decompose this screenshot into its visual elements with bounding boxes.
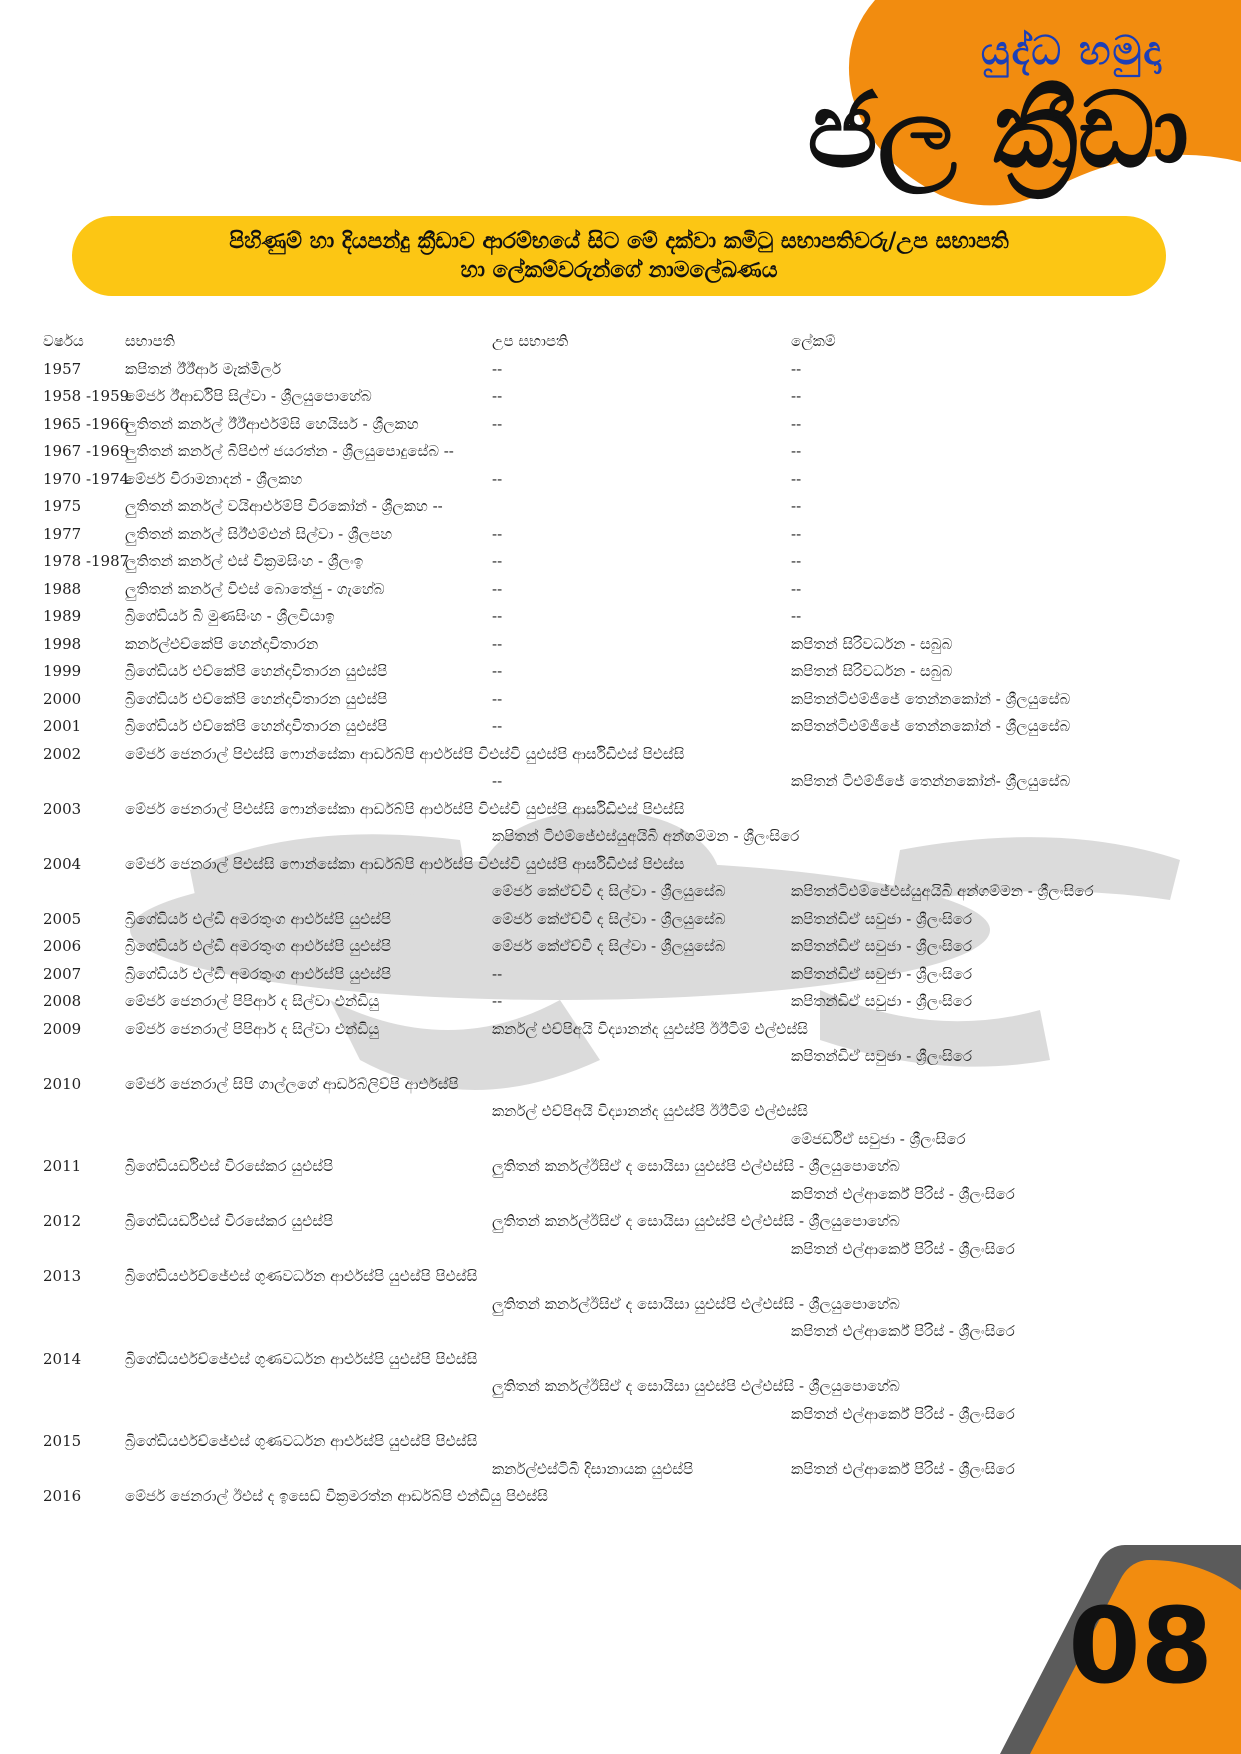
year-cell: 1988 <box>43 579 82 598</box>
table-row <box>43 1126 1193 1154</box>
secretary-cell: කපිතන් එල්ආර්කේ පිරිස් - ශ්‍රීලංසිරෙ <box>791 1459 1015 1478</box>
vice-president-cell: -- <box>492 964 503 983</box>
year-cell: 1965 -1966 <box>43 414 130 433</box>
secretary-cell: කපිතන්ඩිඒ සවුජා - ශ්‍රීලංසිරෙ <box>791 1047 973 1065</box>
year-cell: 2005 <box>43 909 82 928</box>
president-cell: බ්‍රිගේඩියර් එච්කේපි හෙන්දාවිතාරන යුඑස්පි <box>125 662 388 680</box>
year-cell: 2015 <box>43 1432 82 1450</box>
year-cell: 2004 <box>43 854 82 873</box>
year-cell: 1978 -1987 <box>43 552 130 570</box>
vice-president-cell: -- <box>492 552 503 570</box>
president-cell: බ්‍රිගේඩියර්එච්ජේඑස් ගුණවර්ධන ආර්එස්පි යුඑස්පි පිඑස්සි <box>125 1349 478 1368</box>
president-cell: මේජර් ජෙනරාල් පිපිආර් ද සිල්වා එන්ඩියු <box>125 992 380 1010</box>
president-cell: කර්නල්එච්කේපි හෙන්දාවිතාරන <box>125 634 319 653</box>
table-row <box>43 1236 1193 1264</box>
year-cell: 1999 <box>43 662 82 680</box>
president-cell: බ්‍රිගේඩියර් එල්ඩී අමරතුංග ආර්එස්පි යුඑස්පි <box>125 909 392 928</box>
secretary-cell: කපිතන්ටිඑම්ජේඑස්යුඅයිබි අන්ගම්මන - ශ්‍රීලංසිරෙ <box>791 882 1094 900</box>
secretary-cell: කපිතන් සිරිවර්ධන - සබුබ <box>791 662 953 680</box>
president-cell: මේජර් ජෙනරාල් පිපිආර් ද සිල්වා එන්ඩියු <box>125 1019 380 1038</box>
president-cell: බ්‍රිගේඩියර් එච්කේපි හෙන්දාවිතාරන යුඑස්පි <box>125 717 388 735</box>
year-cell: 2000 <box>43 689 82 708</box>
president-cell: ලුතිතන් කර්නල් වයිආර්එම්පි විරකෝන් - ශ්‍රීලකහ -- <box>125 497 443 515</box>
president-cell: මේජර් ඊ්ආර්ඩිපි සිල්වා - ශ්‍රීලයුපොහේබ <box>125 387 372 405</box>
year-cell: 2013 <box>43 1267 82 1285</box>
vice-president-cell: -- <box>492 607 503 625</box>
year-cell: 1977 <box>43 524 82 543</box>
secretary-cell: කපිතන්ඩිඒ සවුජා - ශ්‍රීලංසිරෙ <box>791 937 973 955</box>
secretary-cell: -- <box>791 359 802 378</box>
president-cell: ලුතිතන් කර්නල් විඑස් බොතේජු - ගැහේබ <box>125 579 385 598</box>
president-cell: මේජර් ජෙනරාල් සිපි ගාල්ලගේ ආර්ඩබ්ලිව්පි ආර්එස්පි <box>125 1074 459 1093</box>
table-row <box>43 631 1193 659</box>
year-cell: 1998 <box>43 634 82 653</box>
vice-president-cell: -- <box>492 414 503 433</box>
vice-president-cell: ලුතිතන් කර්නල්ඊසිඒ ද සොයිසා යුඑස්පි එල්එස්සි - ශ්‍රීලයුපොහේබ <box>492 1212 900 1230</box>
year-cell: 2009 <box>43 1019 82 1038</box>
year-cell: 1989 <box>43 607 82 625</box>
secretary-cell: කපිතන් ටිඑම්ජීජේ තෙන්නකෝන්- ශ්‍රීලයුසේබ <box>791 772 1071 790</box>
column-header-president: සභාපති <box>125 332 175 350</box>
secretary-cell: කපිතන් එල්ආර්කේ පිරිස් - ශ්‍රීලංසිරෙ <box>791 1322 1015 1340</box>
vice-president-cell: මේජර් කේඒච්වී ද සිල්වා - ශ්‍රීලයුසේබ <box>492 909 726 928</box>
table-row <box>43 851 1193 879</box>
table-row <box>43 686 1193 714</box>
president-cell: බ්‍රිගේඩියර් එච්කේපි හෙන්දාවිතාරන යුඑස්පි <box>125 689 388 708</box>
table-row <box>43 438 1193 466</box>
vice-president-cell: -- <box>492 717 503 735</box>
vice-president-cell: -- <box>492 772 503 790</box>
secretary-cell: -- <box>791 552 802 570</box>
table-row <box>43 988 1193 1016</box>
table-row <box>43 796 1193 824</box>
year-cell: 2016 <box>43 1487 82 1505</box>
vice-president-cell: -- <box>492 359 503 378</box>
table-body <box>43 356 1193 1511</box>
secretary-cell: කපිතන් සිරිවර්ධන - සබුබ <box>791 634 953 653</box>
secretary-cell: -- <box>791 607 802 625</box>
table-row <box>43 961 1193 989</box>
table-row <box>43 576 1193 604</box>
president-cell: ලුතිතන් කර්නල් බිපිඑෆ් ජයරත්න - ශ්‍රීලයුපොදුසේබ -- <box>125 442 454 460</box>
year-cell: 2014 <box>43 1349 82 1368</box>
banner-line-1: පිහිණුම් හා දියපන්දු ක්‍රීඩාව ආරම්භයේ සිට මේ දක්වා කමිටු සභාපතිවරු/උප සභාපති <box>229 229 1009 254</box>
vice-president-cell: -- <box>492 524 503 543</box>
brand-title: ජල ක්‍රීඩා <box>807 69 1189 191</box>
table-row <box>43 466 1193 494</box>
secretary-cell: -- <box>791 469 802 488</box>
brand-subtitle: යුද්ධ හමුදා <box>980 28 1163 74</box>
secretary-cell: -- <box>791 442 802 460</box>
table-row <box>43 713 1193 741</box>
year-cell: 2012 <box>43 1212 82 1230</box>
table-row <box>43 1043 1193 1071</box>
vice-president-cell: ලුතිතන් කර්නල්ඊසිඒ ද සොයිසා යුඑස්පි එල්එස්සි - ශ්‍රීලයුපොහේබ <box>492 1157 900 1175</box>
secretary-cell: -- <box>791 524 802 543</box>
table-row <box>43 1263 1193 1291</box>
year-cell: 2003 <box>43 799 82 818</box>
column-header-vice-president: උප සභාපති <box>492 332 569 350</box>
president-cell: බ්‍රිගේඩියර් එල්ඩී අමරතුංග ආර්එස්පි යුඑස්පි <box>125 937 392 955</box>
table-row <box>43 1098 1193 1126</box>
secretary-cell: කපිතන්ටිඑම්ජීජේ තෙන්නකෝන් - ශ්‍රීලයුසේබ <box>791 717 1071 735</box>
table-row <box>43 603 1193 631</box>
table-row <box>43 1456 1193 1484</box>
president-cell: මේජර් ජෙනරාල් පිඑස්සි ෆොන්සේකා ආර්ඩබ්පි ආර්එස්පි විඑස්වි යුඑස්පි ආර්සිඩිඑස් පිඑස්සි <box>125 799 685 818</box>
president-cell: බ්‍රිගේඩියර්ඩිඑස් විරසේකර යුඑස්පි <box>125 1212 334 1230</box>
vice-president-cell: මේජර් කේඒච්වී ද සිල්වා - ශ්‍රීලයුසේබ <box>492 882 726 900</box>
year-cell: 1975 <box>43 497 82 515</box>
secretary-cell: -- <box>791 387 802 405</box>
title-banner <box>72 216 1166 296</box>
president-cell: බ්‍රිගේඩියර්එච්ජේඑස් ගුණවර්ධන ආර්එස්පි යුඑස්පි පිඑස්සි <box>125 1432 478 1450</box>
table-row <box>43 658 1193 686</box>
year-cell: 2010 <box>43 1074 82 1093</box>
table-row <box>43 768 1193 796</box>
president-cell: ලුතිතන් කර්නල් ඊ්ඊ්ආර්එම්සි හෙයිසර් - ශ්‍රීලකහ <box>125 414 419 433</box>
year-cell: 2006 <box>43 937 82 955</box>
year-cell: 2008 <box>43 992 82 1010</box>
year-cell: 1967 -1969 <box>43 442 130 460</box>
vice-president-cell: -- <box>492 469 503 488</box>
table-row <box>43 1428 1193 1456</box>
table-row <box>43 741 1193 769</box>
secretary-cell: කපිතන්ටිඑම්ජීජේ තෙන්නකෝන් - ශ්‍රීලයුසේබ <box>791 689 1071 708</box>
table-row <box>43 1483 1193 1511</box>
table-row <box>43 878 1193 906</box>
table-row <box>43 1346 1193 1374</box>
president-cell: මේජර් ජෙනරාල් පිඑස්සි ෆොන්සේකා ආර්ඩබ්පි ආර්එස්පි විඑස්වි යුඑස්පි ආර්සිඩිඑස් පිඑස්ස <box>125 854 685 873</box>
secretary-cell: කපිතන් එල්ආර්කේ පිරිස් - ශ්‍රීලංසිරෙ <box>791 1404 1015 1423</box>
vice-president-cell: -- <box>492 634 503 653</box>
vice-president-cell: කර්නල් එච්පිඅයි විද්‍යානන්ද යුඑස්පි ඊඊ්ටිම් එල්එස්සි <box>492 1019 808 1038</box>
secretary-cell: කපිතන්ඩිඒ සවුජා - ශ්‍රීලංසිරෙ <box>791 909 973 928</box>
table-row <box>43 356 1193 384</box>
vice-president-cell: කපිතන් ටිඑම්ජේඑස්යුඅයිබි අන්ගම්මන - ශ්‍රීලංසිරෙ <box>492 827 800 845</box>
table-row <box>43 1318 1193 1346</box>
secretary-cell: මේජර්ඩිඒ සවුජා - ශ්‍රීලංසිරෙ <box>791 1129 966 1148</box>
table-row <box>43 1373 1193 1401</box>
vice-president-cell: -- <box>492 387 503 405</box>
president-cell: මේජර් විරාමනාදන් - ශ්‍රීලකහ <box>125 469 303 488</box>
table-row <box>43 933 1193 961</box>
year-cell: 2002 <box>43 744 82 763</box>
year-cell: 1970 -1974 <box>43 469 130 488</box>
president-cell: කපිතන් ඊ්ඊ්ආර් මැක්මිලර් <box>125 359 282 378</box>
table-row <box>43 823 1193 851</box>
year-cell: 2007 <box>43 964 82 983</box>
vice-president-cell: ලුතිතන් කර්නල්ඊසිඒ ද සොයිසා යුඑස්පි එල්එස්සි - ශ්‍රීලයුපොහේබ <box>492 1294 900 1313</box>
vice-president-cell: ලුතිතන් කර්නල්ඊසිඒ ද සොයිසා යුඑස්පි එල්එස්සි - ශ්‍රීලයුපොහේබ <box>492 1377 900 1395</box>
secretary-cell: -- <box>791 579 802 598</box>
table-row <box>43 1016 1193 1044</box>
president-cell: බ්‍රිගේඩියර්එච්ජේඑස් ගුණවර්ධන ආර්එස්පි යුඑස්පි පිඑස්සි <box>125 1267 478 1285</box>
year-cell: 2001 <box>43 717 82 735</box>
vice-president-cell: කර්නල්එස්ටිබි දිසානායක යුඑස්පි <box>492 1459 694 1478</box>
table-row <box>43 1153 1193 1181</box>
table-row <box>43 1181 1193 1209</box>
president-cell: බ්‍රිගේඩියර් එල්ඩී අමරතුංග ආර්එස්පි යුඑස්පි <box>125 964 392 983</box>
table-row <box>43 521 1193 549</box>
president-cell: බ්‍රිගේඩියර් බි මුණසිංහ - ශ්‍රීලවියාඉ <box>125 607 335 625</box>
year-cell: 1957 <box>43 359 82 378</box>
table-row <box>43 1208 1193 1236</box>
page-number: 08 <box>1068 1585 1213 1707</box>
officers-table <box>43 328 1193 1511</box>
vice-president-cell: -- <box>492 689 503 708</box>
president-cell: බ්‍රිගේඩියර්ඩිඑස් විරසේකර යුඑස්පි <box>125 1157 334 1175</box>
vice-president-cell: -- <box>492 662 503 680</box>
president-cell: ලුතිතන් කර්නල් සිඊ්එම්එන් සිල්වා - ශ්‍රීලපහ <box>125 524 393 543</box>
secretary-cell: කපිතන්ඩිඒ සවුජා - ශ්‍රීලංසිරෙ <box>791 964 973 983</box>
table-row <box>43 1291 1193 1319</box>
table-header <box>43 328 1193 356</box>
year-cell: 2011 <box>43 1157 82 1175</box>
vice-president-cell: -- <box>492 579 503 598</box>
year-cell: 1958 -1959 <box>43 387 130 405</box>
table-row <box>43 411 1193 439</box>
column-header-secretary: ලේකම් <box>791 332 836 350</box>
vice-president-cell: -- <box>492 992 503 1010</box>
table-row <box>43 1071 1193 1099</box>
table-row <box>43 906 1193 934</box>
president-cell: මේජර් ජෙනරාල් ඊඑස් ද ඉසෙඩ් වික්‍රමරත්න ආර්ඩබ්පි එන්ඩියු පිඑස්සි <box>125 1487 548 1505</box>
secretary-cell: -- <box>791 414 802 433</box>
vice-president-cell: මේජර් කේඒච්වී ද සිල්වා - ශ්‍රීලයුසේබ <box>492 937 726 955</box>
secretary-cell: කපිතන්ඩිඒ සවුජා - ශ්‍රීලංසිරෙ <box>791 992 973 1010</box>
column-header-year: වර්ෂය <box>43 332 84 350</box>
table-row <box>43 548 1193 576</box>
table-row <box>43 383 1193 411</box>
banner-line-2: හා ලේකම්වරුන්ගේ නාමලේඛණය <box>460 258 778 283</box>
secretary-cell: කපිතන් එල්ආර්කේ පිරිස් - ශ්‍රීලංසිරෙ <box>791 1184 1015 1203</box>
secretary-cell: කපිතන් එල්ආර්කේ පිරිස් - ශ්‍රීලංසිරෙ <box>791 1239 1015 1258</box>
president-cell: මේජර් ජෙනරාල් පිඑස්සි ෆොන්සේකා ආර්ඩබ්පි ආර්එස්පි විඑස්වි යුඑස්පි ආර්සිඩිඑස් පිඑස්සි <box>125 744 685 763</box>
president-cell: ලුතිතන් කර්නල් එස් වික්‍රමසිංහ - ශ්‍රීලංඉ <box>125 552 364 570</box>
table-row <box>43 493 1193 521</box>
table-row <box>43 1401 1193 1429</box>
vice-president-cell: කර්නල් එච්පිඅයි විද්‍යානන්ද යුඑස්පි ඊඊ්ටිම් එල්එස්සි <box>492 1102 808 1120</box>
secretary-cell: -- <box>791 497 802 515</box>
